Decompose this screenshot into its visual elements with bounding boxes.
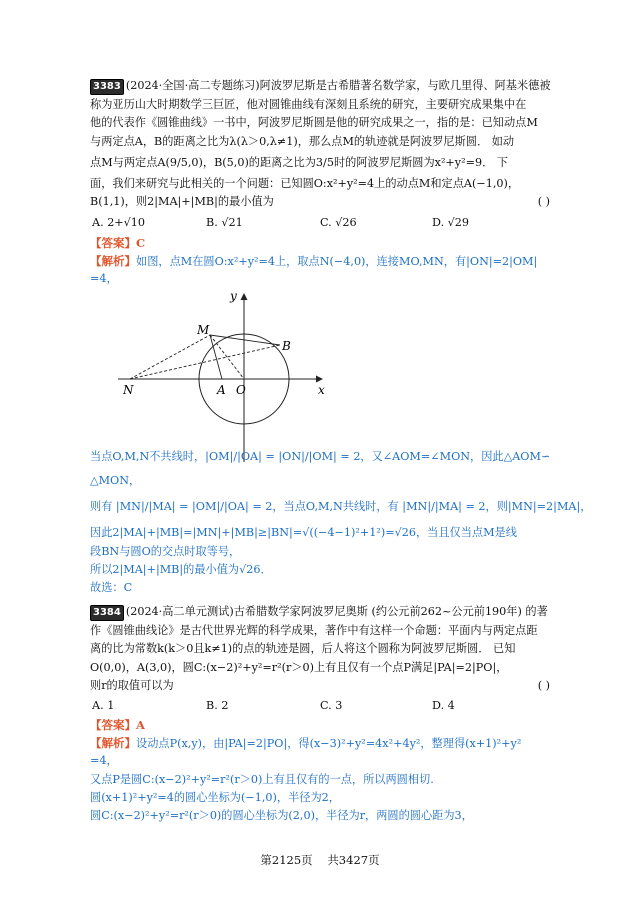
question-line: 称为亚历山大时期数学三巨匠，他对圆锥曲线有深刻且系统的研究，主要研究成果集中在 bbox=[90, 98, 527, 111]
label-a: A bbox=[217, 383, 226, 397]
answer-label: 【答案】 bbox=[90, 718, 136, 732]
label-b: B bbox=[282, 339, 291, 353]
analysis-line: =4， bbox=[90, 754, 118, 767]
segment-ma bbox=[210, 335, 222, 379]
label-o: O bbox=[236, 383, 246, 397]
analysis-line: 故选：C bbox=[90, 581, 133, 594]
question-line: 面，我们来研究与此相关的一个问题：已知圆O:x²+y²=4上的动点M和定点A(−1,0)， bbox=[90, 177, 520, 190]
question-line: 与两定点A，B的距离之比为λ(λ＞0,λ≠1)，那么点M的轨迹就是阿波罗尼斯圆． 如动 bbox=[90, 135, 515, 148]
page-footer bbox=[0, 852, 640, 868]
analysis-line: 则有 |MN|/|MA| = |OM|/|OA| = 2，当点O,M,N共线时，有 |MN|/|MA| = 2，则|MN|=2|MA|， bbox=[90, 500, 592, 513]
question-3384 bbox=[90, 605, 560, 825]
label-m: M bbox=[197, 323, 210, 337]
analysis-line: 圆C:(x−2)²+y²=r²(r＞0)的圆心坐标为(2,0)，半径为r，两圆的圆心距为3， bbox=[90, 809, 473, 822]
page-total: 共3427页 bbox=[327, 853, 380, 867]
answer-value: C bbox=[136, 236, 146, 250]
analysis-label: 【解析】 bbox=[90, 254, 136, 268]
answer-line bbox=[90, 718, 145, 733]
question-line: 他的代表作《圆锥曲线》一书中，阿波罗尼斯圆是他的研究成果之一，指的是：已知动点M bbox=[90, 116, 538, 129]
question-line: O(0,0)，A(3,0)，圆C:(x−2)²+y²=r²(r＞0)上有且仅有一个点P满足|PA|=2|PO|， bbox=[90, 661, 508, 674]
analysis-line: =4， bbox=[90, 272, 118, 285]
answer-paren: ( ) bbox=[537, 195, 550, 208]
analysis-line: 当点O,M,N不共线时，|OM|/|OA| = |ON|/|OM| = 2，又∠AOM=∠MON，因此△AOM∽ bbox=[90, 450, 551, 463]
segment-mb bbox=[210, 335, 280, 345]
question-line: 离的比为常数k(k＞0且k≠1)的点的轨迹是圆，后人将这个圆称为阿波罗尼斯圆． 已知 bbox=[90, 642, 516, 655]
segment-nm bbox=[130, 335, 210, 379]
analysis-line: 圆(x+1)²+y²=4的圆心坐标为(−1,0)，半径为2， bbox=[90, 791, 340, 804]
geometry-figure bbox=[110, 284, 355, 466]
analysis-line: 【解析】如图，点M在圆O:x²+y²=4上，取点N(−4,0)，连接MO,MN，有|ON|=2|OM| bbox=[90, 254, 538, 268]
analysis-line: 【解析】设动点P(x,y)，由|PA|=2|PO|，得(x−3)²+y²=4x²+4y²，整理得(x+1)²+y² bbox=[90, 736, 522, 750]
option-a: A. 2+√10 bbox=[92, 216, 146, 229]
answer-value: A bbox=[136, 718, 145, 732]
label-y: y bbox=[230, 289, 237, 303]
label-n: N bbox=[123, 383, 134, 397]
question-line: B(1,1)，则2|MA|+|MB|的最小值为 ( ) bbox=[90, 195, 550, 208]
question-line: 3384 (2024·高二单元测试)古希腊数学家阿波罗尼奥斯 (约公元前262~公元前190年) 的著 bbox=[90, 605, 548, 621]
analysis-label: 【解析】 bbox=[90, 736, 136, 750]
answer-line bbox=[90, 236, 145, 251]
option-b: B. 2 bbox=[206, 699, 229, 712]
analysis-line: 因此2|MA|+|MB|=|MN|+|MB|≥|BN|=√((−4−1)²+1²)=√26，当且仅当点M是线 bbox=[90, 526, 517, 539]
question-number-badge: 3384 bbox=[90, 605, 124, 621]
option-c: C. √26 bbox=[320, 216, 357, 229]
analysis-line: △MON， bbox=[90, 474, 141, 487]
option-c: C. 3 bbox=[320, 699, 343, 712]
question-line: 则r的取值可以为 ( ) bbox=[90, 679, 550, 692]
page-number: 第2125页 bbox=[260, 853, 313, 867]
question-number-badge: 3383 bbox=[90, 79, 124, 95]
answer-label: 【答案】 bbox=[90, 236, 136, 250]
option-d: D. √29 bbox=[432, 216, 470, 229]
segment-nb bbox=[130, 345, 280, 379]
analysis-line: 所以2|MA|+|MB|的最小值为√26． bbox=[90, 563, 272, 576]
segment-mo bbox=[210, 335, 244, 379]
question-line: 3383 (2024·全国·高二专题练习)阿波罗尼斯是古希腊著名数学家，与欧几里得、阿基米德被 bbox=[90, 79, 551, 95]
analysis-line: 又点P是圆C:(x−2)²+y²=r²(r＞0)上有且仅有的一点，所以两圆相切. bbox=[90, 773, 434, 786]
option-a: A. 1 bbox=[92, 699, 115, 712]
analysis-line: 段BN与圆O的交点时取等号， bbox=[90, 545, 241, 558]
option-d: D. 4 bbox=[432, 699, 455, 712]
option-b: B. √21 bbox=[206, 216, 243, 229]
question-line: 点M与两定点A(9/5,0)，B(5,0)的距离之比为3/5时的阿波罗尼斯圆为x²+y²=9． 下 bbox=[90, 156, 509, 169]
question-line: 作《圆锥曲线论》是古代世界光辉的科学成果，著作中有这样一个命题：平面内与两定点距 bbox=[90, 624, 538, 637]
answer-paren: ( ) bbox=[537, 679, 550, 692]
label-x: x bbox=[318, 383, 325, 397]
question-3383 bbox=[90, 79, 592, 609]
